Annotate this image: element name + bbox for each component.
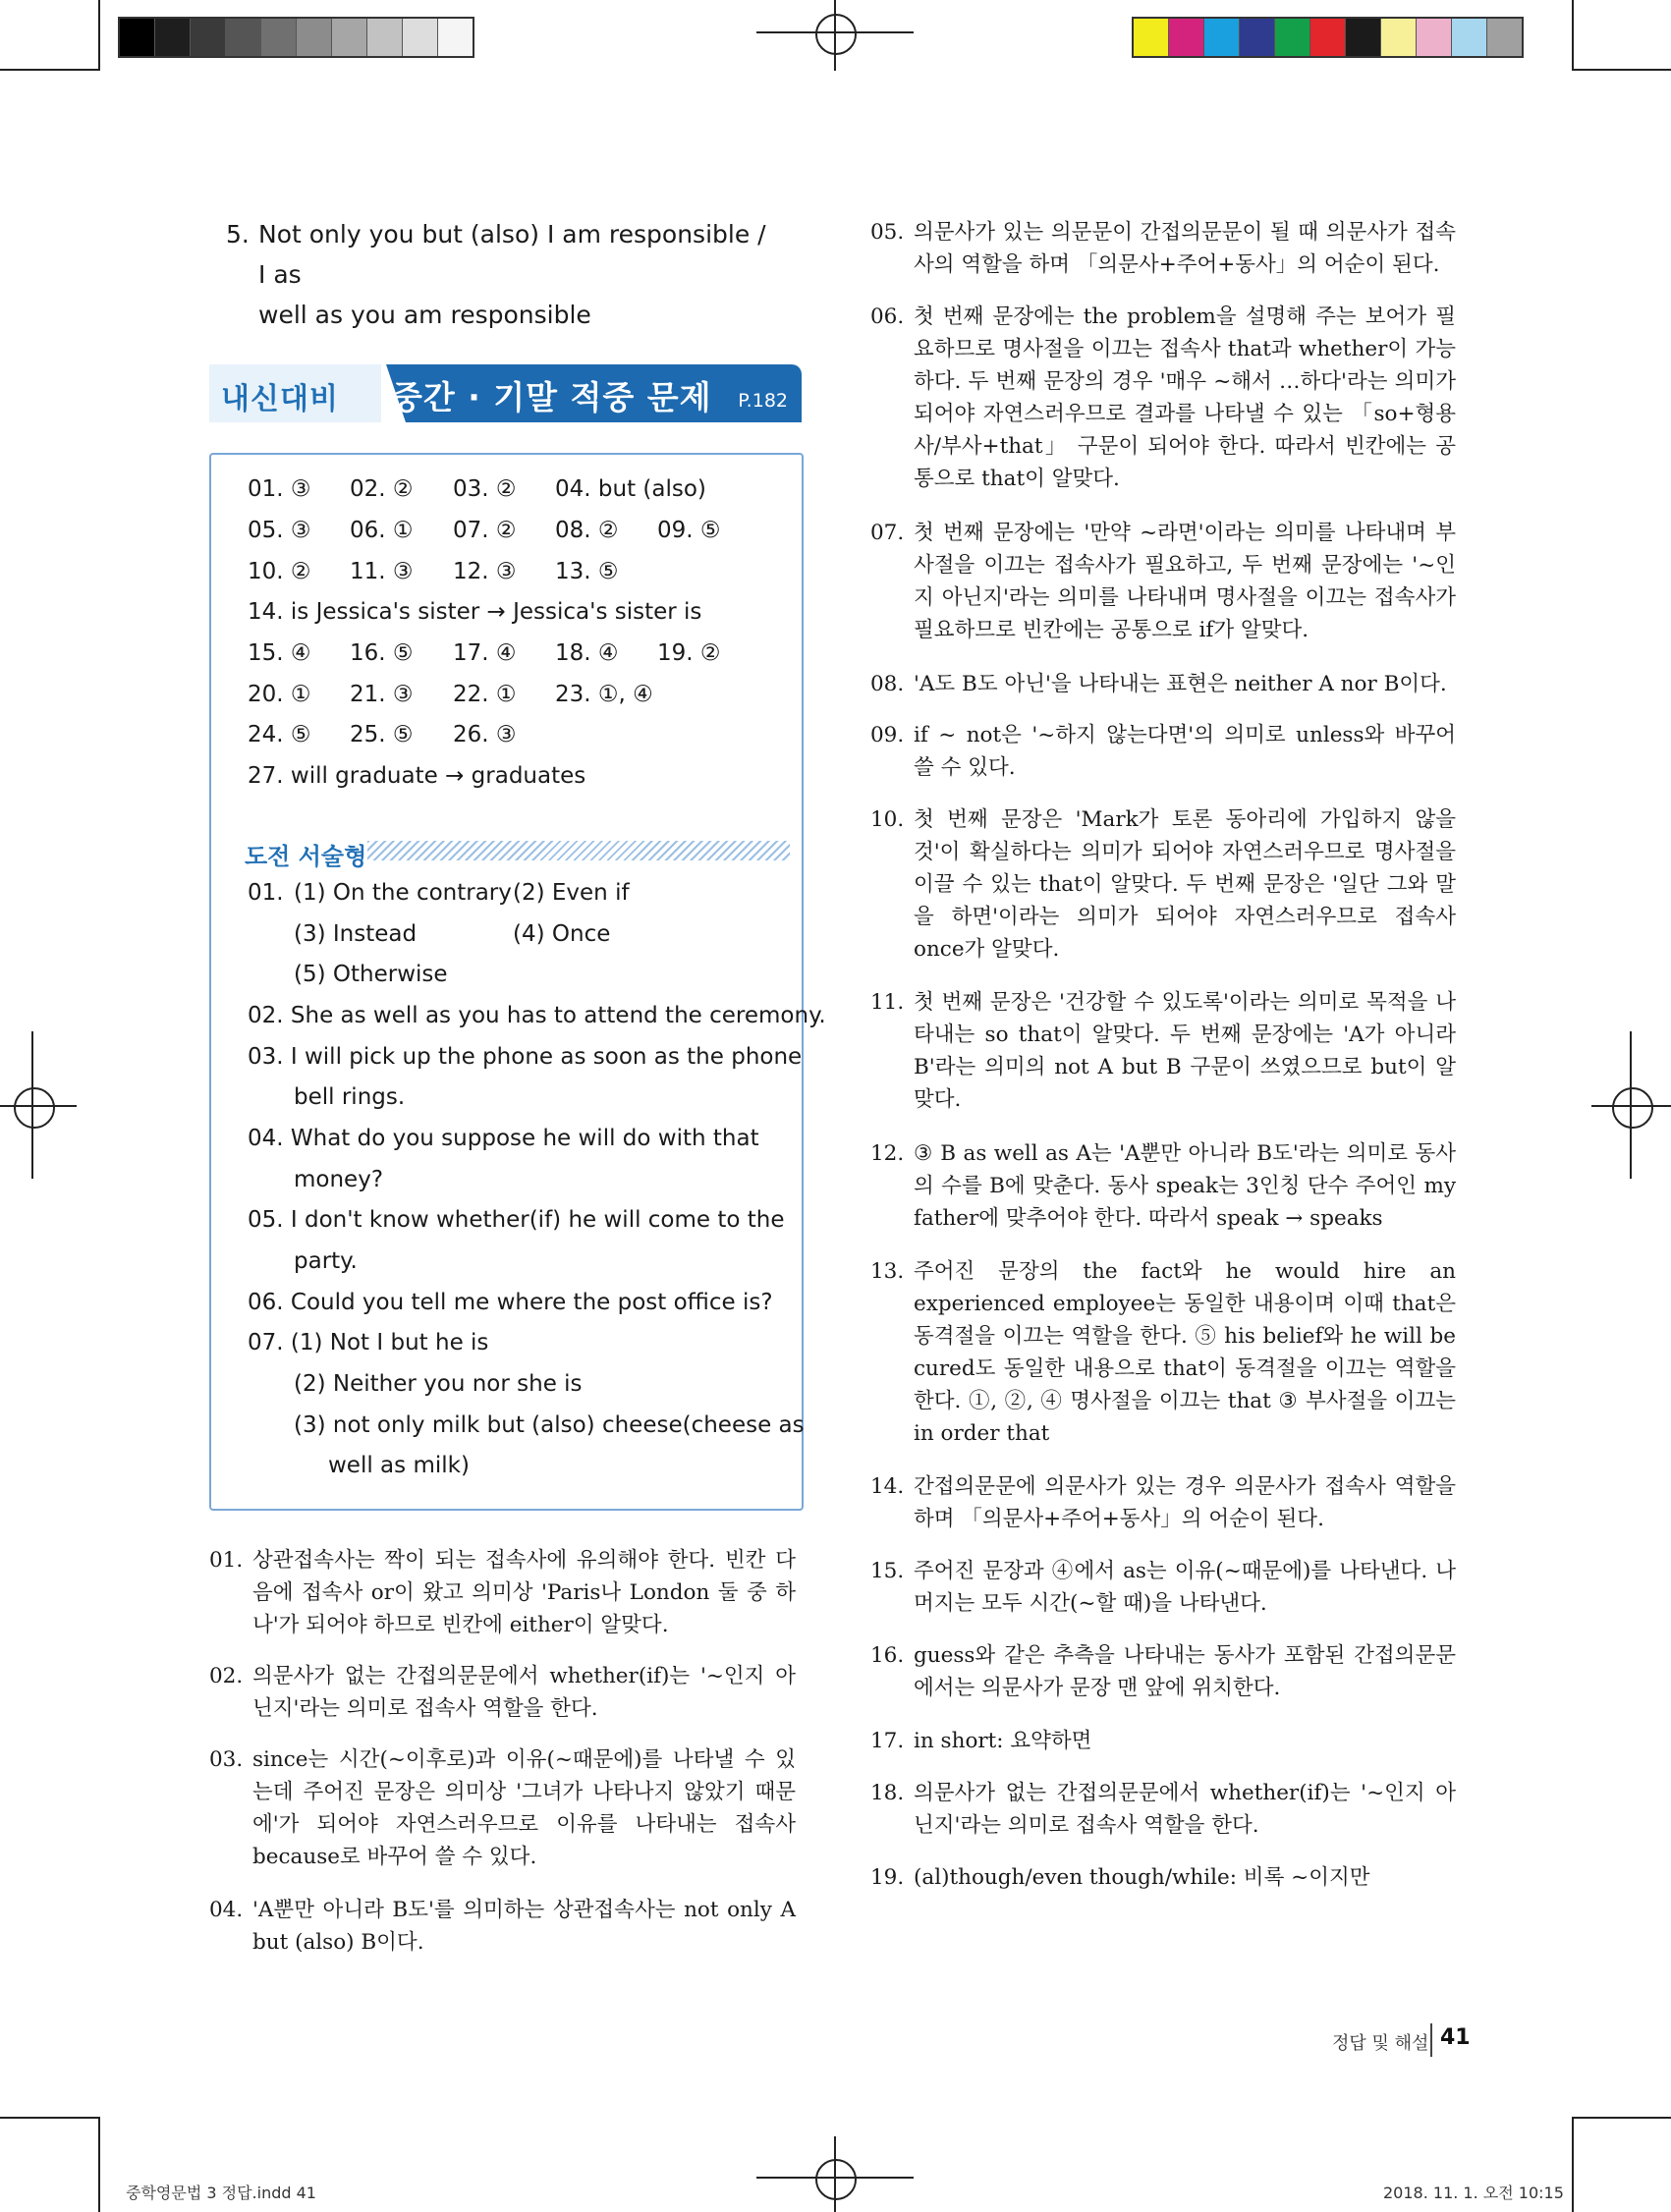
- explanation-item: [870, 986, 1456, 1116]
- explanation-text: 의문사가 없는 간접의문문에서 whether(if)는 '~인지 아닌지'라는 의미로 접속사 역할을 한다.: [252, 1664, 796, 1721]
- explanation-text: 간접의문문에 의문사가 있는 경우 의문사가 접속사 역할을 하며 「의문사+주어+동사」의 어순이 된다.: [914, 1474, 1456, 1531]
- explanation-item: [870, 668, 1456, 700]
- registration-mark: [834, 2136, 836, 2212]
- explanation-item: [870, 803, 1456, 966]
- registration-mark: [834, 0, 836, 71]
- explanation-number: 16.: [870, 1643, 905, 1668]
- answer: 03. ②: [453, 476, 517, 502]
- challenge-answer: 02. She as well as you has to attend the ceremony.: [248, 1003, 826, 1028]
- challenge-answer: (5) Otherwise: [294, 962, 448, 987]
- explanation-text: 첫 번째 문장에는 '만약 ~라면'이라는 의미를 나타내며 부사절을 이끄는 접속사가 필요하고, 두 번째 문장에는 '~인지 아닌지'라는 의미를 나타내며 명사절을 이끄는 접속사가 필요하므로 빈칸에는 공통으로 if가 알맞다.: [914, 521, 1456, 642]
- explanation-number: 04.: [209, 1898, 244, 1922]
- answer-line: well as you am responsible: [258, 301, 591, 329]
- answer: 17. ④: [453, 640, 517, 666]
- challenge-answer: (2) Even if: [513, 880, 630, 906]
- answer: 15. ④: [248, 640, 311, 666]
- color-swatch: [332, 19, 367, 56]
- explanation-item: [870, 216, 1456, 281]
- color-swatch: [1346, 19, 1381, 56]
- answer: 27. will graduate → graduates: [248, 763, 586, 789]
- registration-mark: [815, 2159, 857, 2200]
- footer-section: 정답 및 해설: [1332, 2033, 1429, 2054]
- explanation-number: 03.: [209, 1747, 244, 1772]
- challenge-answer: 06. Could you tell me where the post office is?: [248, 1290, 773, 1315]
- crop-mark: [98, 0, 100, 71]
- color-swatch: [261, 19, 297, 56]
- color-swatch: [1452, 19, 1487, 56]
- registration-mark: [0, 1105, 77, 1107]
- answer: 01. ③: [248, 476, 311, 502]
- color-swatch: [1240, 19, 1275, 56]
- crop-mark: [1572, 69, 1671, 71]
- explanation-number: 10.: [870, 807, 905, 832]
- footer-divider: [1430, 2023, 1432, 2057]
- answer: 18. ④: [555, 640, 619, 666]
- explanation-item: [870, 517, 1456, 646]
- challenge-answer: 05. I don't know whether(if) he will come to the: [248, 1207, 785, 1233]
- explanation-item: [870, 1861, 1456, 1894]
- answer: 10. ②: [248, 559, 311, 584]
- answer: 05. ③: [248, 518, 311, 543]
- answer: 19. ②: [657, 640, 721, 666]
- explanation-number: 13.: [870, 1259, 905, 1284]
- crop-mark: [0, 2117, 100, 2119]
- explanation-text: 첫 번째 문장은 '건강할 수 있도록'이라는 의미로 목적을 나타내는 so that이 알맞다. 두 번째 문장에는 'A가 아니라 B'라는 의미의 not A but B 구문이 쓰였으므로 but이 알맞다.: [914, 990, 1456, 1112]
- header-title: 중간 · 기말 적중 문제: [391, 378, 712, 416]
- explanation-item: [870, 719, 1456, 784]
- crop-mark: [98, 2117, 100, 2212]
- challenge-answer: 04. What do you suppose he will do with that: [248, 1126, 759, 1151]
- explanation-text: in short: 요약하면: [914, 1729, 1092, 1753]
- header-page-ref: P.182: [738, 390, 788, 412]
- top-answer-item: [226, 214, 776, 335]
- grayscale-color-bar: [118, 17, 474, 58]
- color-swatch: [1134, 19, 1169, 56]
- answer: 16. ⑤: [350, 640, 414, 666]
- answer: 12. ③: [453, 559, 517, 584]
- explanation-text: 주어진 문장과 ④에서 as는 이유(~때문에)를 나타낸다. 나머지는 모두 시간(~할 때)을 나타낸다.: [914, 1559, 1456, 1616]
- answer: 11. ③: [350, 559, 414, 584]
- explanation-item: [870, 301, 1456, 495]
- explanation-text: 상관접속사는 짝이 되는 접속사에 유의해야 한다. 빈칸 다음에 접속사 or이 왔고 의미상 'Paris나 London 둘 중 하나'가 되어야 하므로 빈칸에 either이 알맞다.: [252, 1548, 796, 1637]
- explanation-text: (al)though/even though/while: 비록 ~이지만: [914, 1865, 1370, 1890]
- color-swatch: [1275, 19, 1310, 56]
- challenge-answer: 07. (1) Not I but he is: [248, 1330, 489, 1355]
- explanation-text: 첫 번째 문장은 'Mark가 토론 동아리에 가입하지 않을 것'이 확실하다는 의미가 되어야 자연스러우므로 명사절을 이끌 수 있는 that이 알맞다. 두 번째 문장은 '일단 그와 말을 하면'이라는 의미가 되어야 자연스러우므로 접속사 once가 알맞다.: [914, 807, 1456, 962]
- explanation-number: 17.: [870, 1729, 905, 1753]
- answer: 23. ①, ④: [555, 682, 653, 707]
- explanation-number: 12.: [870, 1141, 905, 1166]
- answer: 25. ⑤: [350, 722, 414, 747]
- color-swatch: [1381, 19, 1417, 56]
- answer: 06. ①: [350, 518, 414, 543]
- page-number: 41: [1440, 2025, 1471, 2050]
- challenge-number: 01.: [248, 880, 284, 906]
- color-swatch: [226, 19, 261, 56]
- color-swatch: [403, 19, 438, 56]
- answer-number: 5.: [226, 220, 250, 249]
- explanation-item: [870, 1137, 1456, 1235]
- registration-mark: [1591, 1105, 1671, 1107]
- challenge-answer: money?: [294, 1167, 384, 1192]
- registration-mark: [14, 1087, 55, 1129]
- color-swatch: [297, 19, 332, 56]
- challenge-answer: (4) Once: [513, 921, 611, 947]
- explanation-item: [870, 1777, 1456, 1842]
- explanation-item: [209, 1894, 796, 1959]
- registration-mark: [756, 31, 914, 33]
- challenge-answer: bell rings.: [294, 1084, 406, 1110]
- answer: 20. ①: [248, 682, 311, 707]
- footer-date: 2018. 11. 1. 오전 10:15: [1383, 2184, 1564, 2202]
- explanation-text: 'A뿐만 아니라 B도'를 의미하는 상관접속사는 not only A but (also) B이다.: [252, 1898, 796, 1955]
- explanation-number: 05.: [870, 220, 905, 245]
- answer: 22. ①: [453, 682, 517, 707]
- explanation-number: 14.: [870, 1474, 905, 1499]
- color-swatch: [120, 19, 155, 56]
- color-swatch: [1169, 19, 1204, 56]
- explanation-number: 08.: [870, 672, 905, 696]
- registration-mark: [756, 2177, 914, 2179]
- color-swatch: [191, 19, 226, 56]
- header-label-box: [209, 364, 381, 422]
- registration-mark: [1612, 1087, 1653, 1129]
- challenge-answer: 03. I will pick up the phone as soon as the phone: [248, 1044, 803, 1070]
- explanation-number: 01.: [209, 1548, 244, 1573]
- answer: 07. ②: [453, 518, 517, 543]
- explanation-item: [870, 1639, 1456, 1704]
- challenge-answer: (3) not only milk but (also) cheese(cheese as: [294, 1412, 805, 1438]
- explanation-item: [870, 1725, 1456, 1757]
- explanation-text: guess와 같은 추측을 나타내는 동사가 포함된 간접의문문에서는 의문사가 문장 맨 앞에 위치한다.: [914, 1643, 1456, 1700]
- challenge-title: 도전 서술형: [245, 843, 367, 870]
- explanation-number: 07.: [870, 521, 905, 545]
- crop-mark: [1572, 2117, 1574, 2212]
- explanation-number: 09.: [870, 723, 905, 747]
- explanation-item: [870, 1555, 1456, 1620]
- crop-mark: [1572, 0, 1574, 71]
- color-swatch: [1310, 19, 1346, 56]
- explanation-number: 19.: [870, 1865, 905, 1890]
- explanation-item: [209, 1660, 796, 1725]
- answer: 14. is Jessica's sister → Jessica's sister is: [248, 599, 702, 625]
- explanation-number: 02.: [209, 1664, 244, 1688]
- challenge-answer: (1) On the contrary: [294, 880, 512, 906]
- color-swatch: [1204, 19, 1240, 56]
- explanation-text: ③ B as well as A는 'A뿐만 아니라 B도'라는 의미로 동사의 수를 B에 맞춘다. 동사 speak는 3인칭 단수 주어인 my father에 맞추어야 한다. 따라서 speak → speaks: [914, 1141, 1456, 1231]
- explanation-item: [209, 1743, 796, 1873]
- challenge-answer: party.: [294, 1248, 358, 1274]
- explanation-number: 18.: [870, 1781, 905, 1805]
- color-swatch: [155, 19, 191, 56]
- header-label: 내신대비: [221, 382, 339, 416]
- answer: 09. ⑤: [657, 518, 721, 543]
- challenge-answer: (2) Neither you nor she is: [294, 1371, 583, 1397]
- crop-mark: [0, 69, 100, 71]
- hatch-decoration: [367, 841, 790, 860]
- explanation-text: 첫 번째 문장에는 the problem을 설명해 주는 보어가 필요하므로 명사절을 이끄는 접속사 that과 whether이 가능하다. 두 번째 문장의 경우 '매우 ~해서 …하다'라는 의미가 되어야 자연스러우므로 결과를 나타낼 수 있는 「so+형용사/부사+that」 구문이 되어야 한다. 따라서 빈칸에는 공통으로 that이 알맞다.: [914, 304, 1456, 491]
- explanation-text: since는 시간(~이후로)과 이유(~때문에)를 나타낼 수 있는데 주어진 문장은 의미상 '그녀가 나타나지 않았기 때문에'가 되어야 자연스러우므로 이유를 나타내는 접속사 because로 바꾸어 쓸 수 있다.: [252, 1747, 796, 1869]
- color-swatch: [1487, 19, 1522, 56]
- answer: 02. ②: [350, 476, 414, 502]
- explanation-item: [209, 1544, 796, 1641]
- explanation-item: [870, 1255, 1456, 1450]
- footer-file: 중학영문법 3 정답.indd 41: [126, 2184, 316, 2202]
- explanation-text: 주어진 문장의 the fact와 he would hire an experienced employee는 동일한 내용이며 이때 that은 동격절을 이끄는 역할을 한다. ⑤ his belief와 he will be cured도 동일한 내용으로 that이 동격절을 이끄는 역할을 한다. ①, ②, ④ 명사절을 이끄는 that ③ 부사절을 이끄는 in order that: [914, 1259, 1456, 1446]
- cmyk-color-bar: [1132, 17, 1524, 58]
- color-swatch: [1417, 19, 1452, 56]
- explanation-text: 'A도 B도 아닌'을 나타내는 표현은 neither A nor B이다.: [914, 672, 1447, 696]
- answer-line: Not only you but (also) I am responsible / I as: [258, 220, 766, 289]
- explanation-text: if ~ not은 '~하지 않는다면'의 의미로 unless와 바꾸어 쓸 수 있다.: [914, 723, 1456, 780]
- explanation-number: 06.: [870, 304, 905, 329]
- answer: 24. ⑤: [248, 722, 311, 747]
- explanation-item: [870, 1470, 1456, 1535]
- answer: 08. ②: [555, 518, 619, 543]
- explanation-number: 15.: [870, 1559, 905, 1583]
- answer: 26. ③: [453, 722, 517, 747]
- color-swatch: [367, 19, 403, 56]
- registration-mark: [815, 14, 857, 55]
- challenge-answer: well as milk): [328, 1453, 470, 1478]
- explanation-number: 11.: [870, 990, 905, 1015]
- answer: 04. but (also): [555, 476, 706, 502]
- crop-mark: [1572, 2117, 1671, 2119]
- explanation-text: 의문사가 없는 간접의문문에서 whether(if)는 '~인지 아닌지'라는 의미로 접속사 역할을 한다.: [914, 1781, 1456, 1838]
- answer: 21. ③: [350, 682, 414, 707]
- explanation-text: 의문사가 있는 의문문이 간접의문문이 될 때 의문사가 접속사의 역할을 하며 「의문사+주어+동사」의 어순이 된다.: [914, 220, 1456, 277]
- challenge-answer: (3) Instead: [294, 921, 418, 947]
- answer: 13. ⑤: [555, 559, 619, 584]
- section-header: [209, 364, 802, 422]
- color-swatch: [438, 19, 473, 56]
